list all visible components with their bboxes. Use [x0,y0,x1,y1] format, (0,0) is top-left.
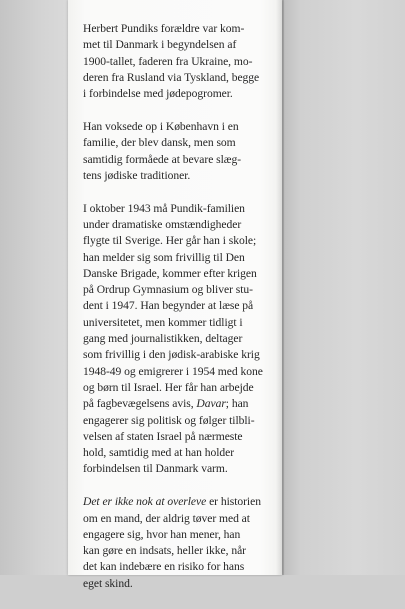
paragraph-parents [83,21,279,102]
text-line-davar [83,396,279,412]
text-line: 1948-49 og emigrerer i 1954 med kone [83,364,263,378]
text-line: eget skind. [83,576,133,590]
text-line: Herbert Pundiks forældre var kom- [83,22,245,35]
text-line: kan gøre en indsats, heller ikke, når [83,544,246,558]
text-line: som frivillig i den jødisk-arabiske krig [83,348,260,362]
text-line: I oktober 1943 må Pundik-familien [83,201,245,215]
text-line: deren fra Rusland via Tyskland, begge [83,70,260,84]
text-line: Danske Brigade, kommer efter krigen [83,266,257,280]
text-line: gang med journalistikken, deltager [83,332,243,346]
text-line: engagere sig, hvor han mener, han [83,527,241,541]
text-line: flygte til Sverige. Her går han i skole; [83,234,257,248]
text-line: velsen af staten Israel på nærmeste [83,429,243,443]
text-line-book-title [83,494,279,510]
text-line: familie, der blev dansk, men som [83,136,236,150]
background-left [0,0,70,575]
text-line: met til Danmark i begyndelsen af [83,38,237,52]
text-line: om en mand, der aldrig tøver med at [83,511,250,525]
paragraph-biography [83,201,279,478]
text-line: engagerer sig politisk og følger tilbli- [83,413,255,427]
text-segment: på fagbevægelsens avis, [83,397,197,411]
text-line: under dramatiske omstændigheder [83,217,242,231]
text-line: hold, samtidig med at han holder [83,446,235,460]
text-line: tens jødiske traditioner. [83,168,191,182]
text-line: dent i 1947. Han begynder at læse på [83,299,254,313]
text-line: på Ordrup Gymnasium og bliver stu- [83,283,253,297]
book-title: Det er ikke nok at overleve [83,495,207,509]
paragraph-childhood [83,119,279,184]
text-line: Han voksede op i København i en [83,119,239,133]
text-line: 1900-tallet, faderen fra Ukraine, mo- [83,54,253,68]
text-line: i forbindelse med jødepogromer. [83,87,233,101]
text-line: og børn til Israel. Her får han arbejde [83,380,254,394]
text-line: det kan indebære en risiko for hans [83,560,245,574]
text-line: universitetet, men kommer tidligt i [83,315,243,329]
background-right [282,0,405,575]
newspaper-title: Davar [196,397,226,411]
text-segment: ; han [225,397,249,411]
text-line: forbindelsen til Danmark varm. [83,462,228,476]
blurb-text [83,21,279,609]
text-line: samtidig formåede at bevare slæg- [83,152,242,166]
text-line: han melder sig som frivillig til Den [83,250,245,264]
text-segment: er historien [206,495,261,509]
paragraph-summary [83,494,279,592]
